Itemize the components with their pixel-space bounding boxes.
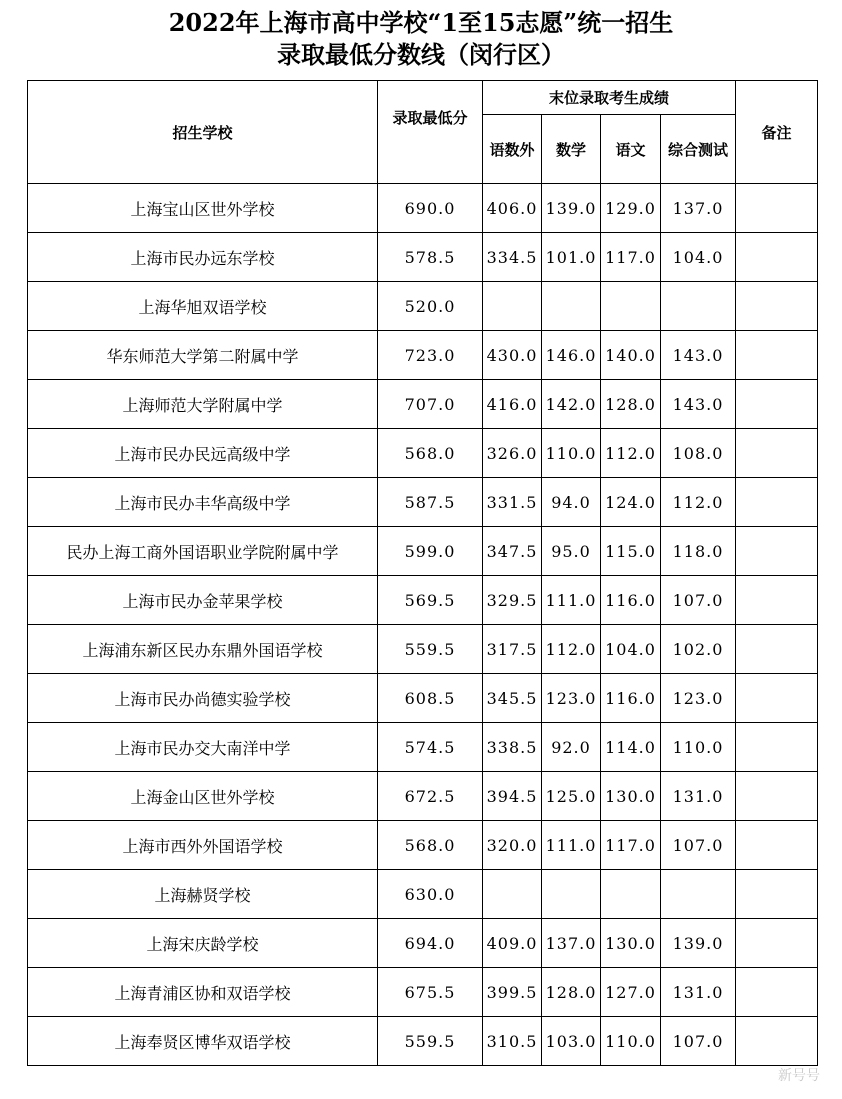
table-row — [28, 478, 818, 527]
yushuwai-score-cell: 310.5 — [483, 1017, 542, 1066]
table-row — [28, 527, 818, 576]
table-row — [28, 723, 818, 772]
chinese-score-cell: 117.0 — [601, 821, 661, 870]
min-score-cell: 568.0 — [378, 821, 483, 870]
notes-cell — [736, 625, 818, 674]
chinese-score-cell: 130.0 — [601, 772, 661, 821]
math-score-cell: 128.0 — [542, 968, 601, 1017]
math-score-cell: 103.0 — [542, 1017, 601, 1066]
comprehensive-score-cell: 107.0 — [661, 576, 736, 625]
table-row — [28, 184, 818, 233]
chinese-score-cell: 128.0 — [601, 380, 661, 429]
min-score-cell: 630.0 — [378, 870, 483, 919]
chinese-score-cell: 124.0 — [601, 478, 661, 527]
math-score-cell — [542, 282, 601, 331]
header-notes: 备注 — [736, 81, 818, 184]
min-score-cell: 568.0 — [378, 429, 483, 478]
comprehensive-score-cell: 131.0 — [661, 968, 736, 1017]
notes-cell — [736, 772, 818, 821]
table-row — [28, 576, 818, 625]
notes-cell — [736, 870, 818, 919]
chinese-score-cell: 116.0 — [601, 674, 661, 723]
yushuwai-score-cell: 331.5 — [483, 478, 542, 527]
school-name-cell: 上海金山区世外学校 — [28, 772, 378, 821]
school-name-cell: 上海市民办尚德实验学校 — [28, 674, 378, 723]
table-row — [28, 821, 818, 870]
yushuwai-score-cell — [483, 870, 542, 919]
notes-cell — [736, 821, 818, 870]
chinese-score-cell: 110.0 — [601, 1017, 661, 1066]
math-score-cell: 123.0 — [542, 674, 601, 723]
watermark: 新号号 — [778, 1068, 820, 1084]
yushuwai-score-cell: 317.5 — [483, 625, 542, 674]
yushuwai-score-cell: 399.5 — [483, 968, 542, 1017]
chinese-score-cell — [601, 870, 661, 919]
notes-cell — [736, 723, 818, 772]
header-math: 数学 — [542, 115, 601, 184]
math-score-cell: 101.0 — [542, 233, 601, 282]
yushuwai-score-cell: 347.5 — [483, 527, 542, 576]
notes-cell — [736, 576, 818, 625]
yushuwai-score-cell: 326.0 — [483, 429, 542, 478]
comprehensive-score-cell: 123.0 — [661, 674, 736, 723]
math-score-cell: 112.0 — [542, 625, 601, 674]
school-name-cell: 上海市民办民远高级中学 — [28, 429, 378, 478]
min-score-cell: 608.5 — [378, 674, 483, 723]
yushuwai-score-cell — [483, 282, 542, 331]
comprehensive-score-cell: 143.0 — [661, 331, 736, 380]
yushuwai-score-cell: 430.0 — [483, 331, 542, 380]
table-row — [28, 331, 818, 380]
comprehensive-score-cell: 131.0 — [661, 772, 736, 821]
math-score-cell: 92.0 — [542, 723, 601, 772]
chinese-score-cell: 112.0 — [601, 429, 661, 478]
school-name-cell: 上海市西外外国语学校 — [28, 821, 378, 870]
math-score-cell: 95.0 — [542, 527, 601, 576]
comprehensive-score-cell — [661, 870, 736, 919]
comprehensive-score-cell: 139.0 — [661, 919, 736, 968]
yushuwai-score-cell: 345.5 — [483, 674, 542, 723]
notes-cell — [736, 1017, 818, 1066]
notes-cell — [736, 429, 818, 478]
school-name-cell: 华东师范大学第二附属中学 — [28, 331, 378, 380]
min-score-cell: 559.5 — [378, 625, 483, 674]
yushuwai-score-cell: 409.0 — [483, 919, 542, 968]
chinese-score-cell: 130.0 — [601, 919, 661, 968]
header-school: 招生学校 — [28, 81, 378, 184]
min-score-cell: 707.0 — [378, 380, 483, 429]
school-name-cell: 上海宋庆龄学校 — [28, 919, 378, 968]
table-row — [28, 674, 818, 723]
math-score-cell: 111.0 — [542, 821, 601, 870]
notes-cell — [736, 919, 818, 968]
math-score-cell: 94.0 — [542, 478, 601, 527]
school-name-cell: 上海师范大学附属中学 — [28, 380, 378, 429]
yushuwai-score-cell: 329.5 — [483, 576, 542, 625]
header-yushuwai: 语数外 — [483, 115, 542, 184]
header-min-score: 录取最低分 — [378, 81, 483, 184]
table-row — [28, 625, 818, 674]
chinese-score-cell — [601, 282, 661, 331]
school-name-cell: 上海宝山区世外学校 — [28, 184, 378, 233]
chinese-score-cell: 129.0 — [601, 184, 661, 233]
school-name-cell: 上海市民办远东学校 — [28, 233, 378, 282]
comprehensive-score-cell: 102.0 — [661, 625, 736, 674]
notes-cell — [736, 478, 818, 527]
comprehensive-score-cell: 110.0 — [661, 723, 736, 772]
notes-cell — [736, 233, 818, 282]
table-row — [28, 968, 818, 1017]
comprehensive-score-cell — [661, 282, 736, 331]
notes-cell — [736, 282, 818, 331]
comprehensive-score-cell: 104.0 — [661, 233, 736, 282]
comprehensive-score-cell: 143.0 — [661, 380, 736, 429]
chinese-score-cell: 127.0 — [601, 968, 661, 1017]
chinese-score-cell: 140.0 — [601, 331, 661, 380]
table-body — [28, 184, 818, 1066]
chinese-score-cell: 115.0 — [601, 527, 661, 576]
page-title: 2022年上海市高中学校“1至15志愿”统一招生 — [168, 8, 674, 37]
min-score-cell: 694.0 — [378, 919, 483, 968]
math-score-cell: 139.0 — [542, 184, 601, 233]
school-name-cell: 上海市民办丰华高级中学 — [28, 478, 378, 527]
school-name-cell: 上海青浦区协和双语学校 — [28, 968, 378, 1017]
school-name-cell: 上海奉贤区博华双语学校 — [28, 1017, 378, 1066]
yushuwai-score-cell: 338.5 — [483, 723, 542, 772]
min-score-cell: 569.5 — [378, 576, 483, 625]
notes-cell — [736, 527, 818, 576]
header-comprehensive: 综合测试 — [661, 115, 736, 184]
math-score-cell — [542, 870, 601, 919]
comprehensive-score-cell: 107.0 — [661, 821, 736, 870]
min-score-cell: 599.0 — [378, 527, 483, 576]
school-name-cell: 上海市民办交大南洋中学 — [28, 723, 378, 772]
notes-cell — [736, 674, 818, 723]
table-row — [28, 870, 818, 919]
table-row — [28, 1017, 818, 1066]
chinese-score-cell: 104.0 — [601, 625, 661, 674]
chinese-score-cell: 116.0 — [601, 576, 661, 625]
math-score-cell: 137.0 — [542, 919, 601, 968]
yushuwai-score-cell: 406.0 — [483, 184, 542, 233]
yushuwai-score-cell: 416.0 — [483, 380, 542, 429]
notes-cell — [736, 331, 818, 380]
table-row — [28, 233, 818, 282]
table-row — [28, 919, 818, 968]
page-subtitle: 录取最低分数线（闵行区） — [277, 40, 565, 69]
min-score-cell: 675.5 — [378, 968, 483, 1017]
school-name-cell: 民办上海工商外国语职业学院附属中学 — [28, 527, 378, 576]
table-row — [28, 772, 818, 821]
notes-cell — [736, 968, 818, 1017]
notes-cell — [736, 184, 818, 233]
min-score-cell: 723.0 — [378, 331, 483, 380]
math-score-cell: 111.0 — [542, 576, 601, 625]
min-score-cell: 520.0 — [378, 282, 483, 331]
yushuwai-score-cell: 394.5 — [483, 772, 542, 821]
math-score-cell: 125.0 — [542, 772, 601, 821]
math-score-cell: 146.0 — [542, 331, 601, 380]
comprehensive-score-cell: 137.0 — [661, 184, 736, 233]
min-score-cell: 672.5 — [378, 772, 483, 821]
header-last-candidate: 末位录取考生成绩 — [483, 81, 736, 115]
comprehensive-score-cell: 118.0 — [661, 527, 736, 576]
yushuwai-score-cell: 334.5 — [483, 233, 542, 282]
school-name-cell: 上海赫贤学校 — [28, 870, 378, 919]
min-score-cell: 587.5 — [378, 478, 483, 527]
min-score-cell: 690.0 — [378, 184, 483, 233]
table-row — [28, 429, 818, 478]
school-name-cell: 上海浦东新区民办东鼎外国语学校 — [28, 625, 378, 674]
comprehensive-score-cell: 107.0 — [661, 1017, 736, 1066]
math-score-cell: 110.0 — [542, 429, 601, 478]
header-chinese: 语文 — [601, 115, 661, 184]
admission-score-table — [27, 80, 818, 1066]
yushuwai-score-cell: 320.0 — [483, 821, 542, 870]
chinese-score-cell: 114.0 — [601, 723, 661, 772]
comprehensive-score-cell: 108.0 — [661, 429, 736, 478]
min-score-cell: 559.5 — [378, 1017, 483, 1066]
min-score-cell: 574.5 — [378, 723, 483, 772]
comprehensive-score-cell: 112.0 — [661, 478, 736, 527]
notes-cell — [736, 380, 818, 429]
school-name-cell: 上海市民办金苹果学校 — [28, 576, 378, 625]
school-name-cell: 上海华旭双语学校 — [28, 282, 378, 331]
math-score-cell: 142.0 — [542, 380, 601, 429]
table-row — [28, 282, 818, 331]
chinese-score-cell: 117.0 — [601, 233, 661, 282]
table-row — [28, 380, 818, 429]
min-score-cell: 578.5 — [378, 233, 483, 282]
